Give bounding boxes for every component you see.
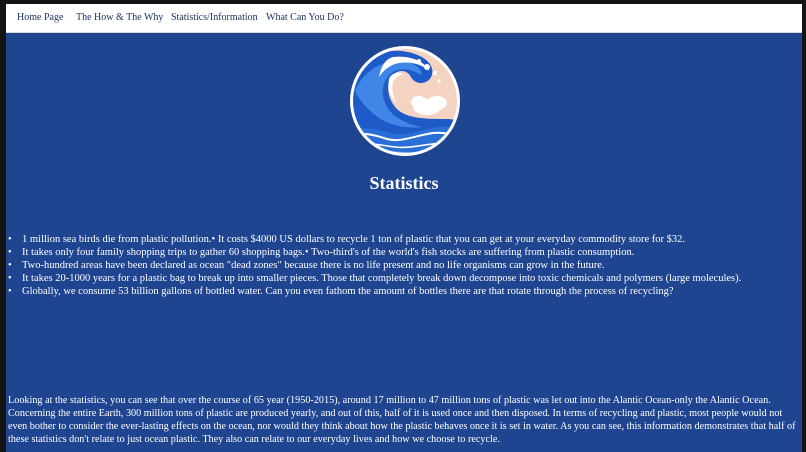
nav-link-the-how-and-the-why[interactable]: The How & The Why <box>76 12 164 23</box>
statistics-list <box>8 233 798 298</box>
fact-text: Globally, we consume 53 billion gallons of bottled water. Can you even fathom the amount of bottles there are that rotate through the process of recycling? <box>22 286 674 297</box>
page-title: Statistics <box>369 173 439 193</box>
list-item <box>8 233 798 246</box>
list-item <box>8 272 798 285</box>
nav-link-home-page[interactable]: Home Page <box>17 12 64 23</box>
top-navigation-bar <box>6 4 802 33</box>
fact-text: It takes 20-1000 years for a plastic bag to break up into smaller pieces. Those that completely break down decompose into toxic chemicals and polymers (large molecules). <box>22 273 742 284</box>
bullet-icon: • <box>8 247 12 258</box>
list-item <box>8 246 798 259</box>
fact-text: It takes only four family shopping trips to gather 60 shopping bags.• Two-third's of the world's fish stocks are suffering from plastic consumption. <box>22 247 635 258</box>
wave-logo-icon <box>349 45 461 157</box>
bullet-icon: • <box>8 234 12 245</box>
bullet-icon: • <box>8 260 12 271</box>
summary-paragraph: Looking at the statistics, you can see that over the course of 65 year (1950-2015), around 17 million to 47 million tons of plastic was let out into the Alantic Ocean-only the Alantic Ocean. Concerning the entire Earth, 300 million tons of plastic are produced yearly, and out of this, half of it is used once and then disposed. In terms of recycling and plastic, most people would not even bother to consider the ever-lasting effects on the ocean, nor would they think about how the plastic behaves once it is set in water. As you can see, this information demonstrates that half of these statistics don't relate to just ocean plastic. They also can relate to our everyday lives and how we choose to recycle. <box>8 395 796 445</box>
list-item <box>8 259 798 272</box>
fact-text: Two-hundred areas have been declared as ocean "dead zones" because there is no life present and no life organisms can grow in the future. <box>22 260 605 271</box>
fact-text: 1 million sea birds die from plastic pollution.• It costs $4000 US dollars to recycle 1 ton of plastic that you can get at your everyday commodity store for $32. <box>22 234 685 245</box>
bullet-icon: • <box>8 273 12 284</box>
nav-link-statistics-information[interactable]: Statistics/Information <box>171 12 258 23</box>
browser-page <box>6 4 802 452</box>
nav-link-what-can-you-do[interactable]: What Can You Do? <box>266 12 344 23</box>
list-item <box>8 285 798 298</box>
bullet-icon: • <box>8 286 12 297</box>
